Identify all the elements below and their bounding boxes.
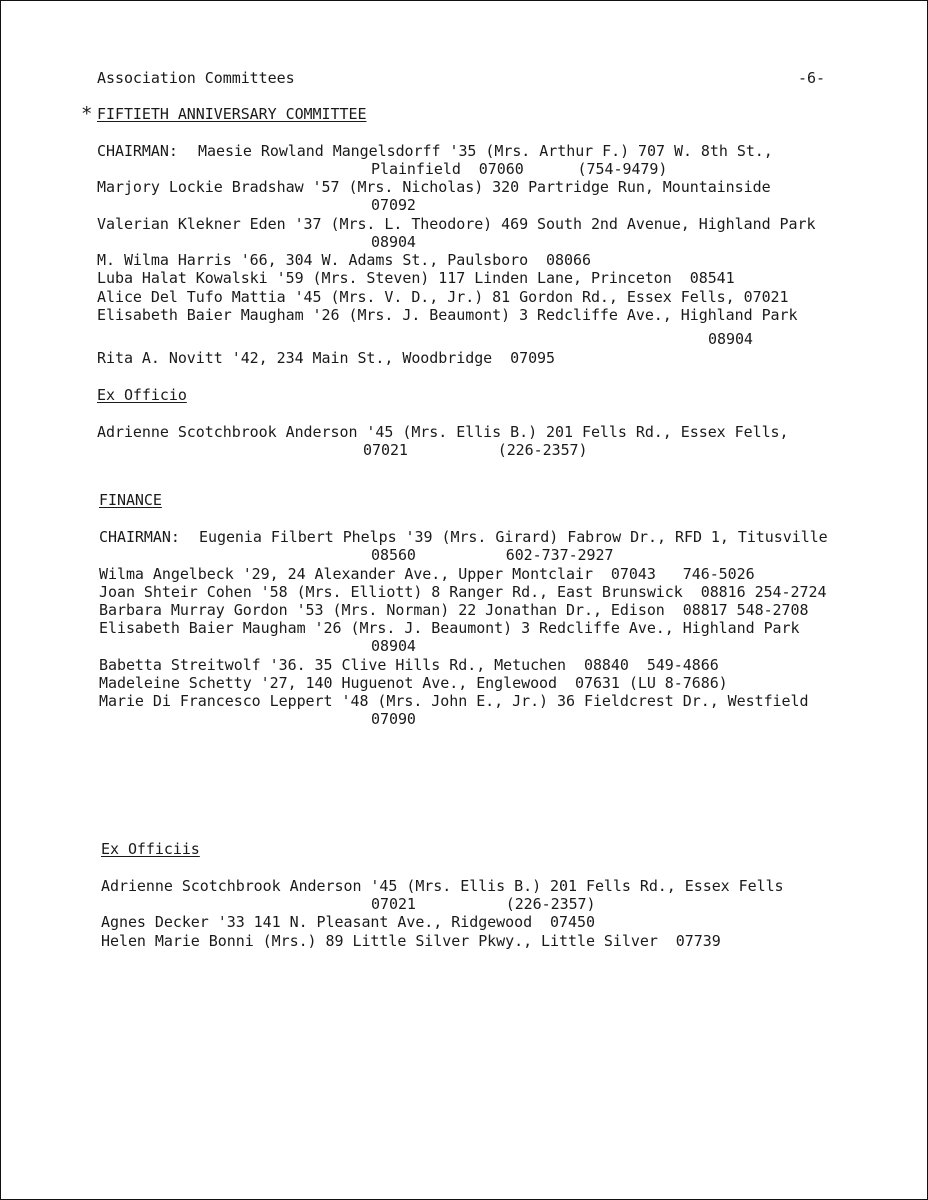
finance-chair-line1: Eugenia Filbert Phelps '39 (Mrs. Girard) Fabrow Dr., RFD 1, Titusville [199, 528, 828, 546]
fiftieth-chair-label: CHAIRMAN: [97, 142, 178, 160]
finance-ex-officiis-line: Helen Marie Bonni (Mrs.) 89 Little Silver Pkwy., Little Silver 07739 [101, 932, 721, 950]
finance-chair-label: CHAIRMAN: [99, 528, 180, 546]
fiftieth-member-line: Marjory Lockie Bradshaw '57 (Mrs. Nicholas) 320 Partridge Run, Mountainside [97, 178, 771, 196]
finance-member-line: Marie Di Francesco Leppert '48 (Mrs. John E., Jr.) 36 Fieldcrest Dr., Westfield [99, 692, 809, 710]
fiftieth-member-line: Rita A. Novitt '42, 234 Main St., Woodbridge 07095 [97, 349, 556, 367]
fiftieth-chair-line1: Maesie Rowland Mangelsdorff '35 (Mrs. Arthur F.) 707 W. 8th St., [198, 142, 773, 160]
fiftieth-ex-officio-heading: Ex Officio [97, 386, 187, 404]
document-title: Association Committees [97, 69, 295, 87]
finance-chair-line2: 08560 602-737-2927 [371, 546, 614, 564]
fiftieth-member-line: Alice Del Tufo Mattia '45 (Mrs. V. D., Jr.) 81 Gordon Rd., Essex Fells, 07021 [97, 288, 789, 306]
finance-ex-officiis-line: Adrienne Scotchbrook Anderson '45 (Mrs. Ellis B.) 201 Fells Rd., Essex Fells [101, 877, 784, 895]
finance-ex-officiis-heading: Ex Officiis [101, 840, 200, 858]
fiftieth-heading: FIFTIETH ANNIVERSARY COMMITTEE [97, 105, 367, 123]
finance-member-line: Elisabeth Baier Maugham '26 (Mrs. J. Beaumont) 3 Redcliffe Ave., Highland Park [99, 619, 800, 637]
finance-member-line: 07090 [371, 710, 416, 728]
finance-member-line: Madeleine Schetty '27, 140 Huguenot Ave., Englewood 07631 (LU 8-7686) [99, 674, 728, 692]
asterisk-mark: * [81, 103, 93, 125]
fiftieth-member-line: Elisabeth Baier Maugham '26 (Mrs. J. Beaumont) 3 Redcliffe Ave., Highland Park [97, 306, 798, 324]
finance-member-line: Joan Shteir Cohen '58 (Mrs. Elliott) 8 Ranger Rd., East Brunswick 08816 254-2724 [99, 583, 827, 601]
finance-member-line: 08904 [371, 637, 416, 655]
page-number: -6- [798, 69, 825, 87]
fiftieth-member-line: M. Wilma Harris '66, 304 W. Adams St., Paulsboro 08066 [97, 251, 591, 269]
fiftieth-member-line: 08904 [371, 233, 416, 251]
finance-heading: FINANCE [99, 491, 162, 509]
finance-ex-officiis-line: 07021 (226-2357) [371, 895, 596, 913]
fiftieth-member-line: 07092 [371, 196, 416, 214]
fiftieth-member-line: Luba Halat Kowalski '59 (Mrs. Steven) 117 Linden Lane, Princeton 08541 [97, 269, 735, 287]
fiftieth-member-line: 08904 [708, 330, 753, 348]
fiftieth-ex-officio-line: Adrienne Scotchbrook Anderson '45 (Mrs. Ellis B.) 201 Fells Rd., Essex Fells, [97, 423, 789, 441]
fiftieth-chair-line2: Plainfield 07060 (754-9479) [371, 160, 668, 178]
fiftieth-ex-officio-line: 07021 (226-2357) [363, 441, 588, 459]
finance-member-line: Barbara Murray Gordon '53 (Mrs. Norman) 22 Jonathan Dr., Edison 08817 548-2708 [99, 601, 809, 619]
finance-member-line: Babetta Streitwolf '36. 35 Clive Hills Rd., Metuchen 08840 549-4866 [99, 656, 719, 674]
fiftieth-member-line: Valerian Klekner Eden '37 (Mrs. L. Theodore) 469 South 2nd Avenue, Highland Park [97, 215, 816, 233]
finance-ex-officiis-line: Agnes Decker '33 141 N. Pleasant Ave., Ridgewood 07450 [101, 913, 595, 931]
finance-member-line: Wilma Angelbeck '29, 24 Alexander Ave., Upper Montclair 07043 746-5026 [99, 565, 755, 583]
